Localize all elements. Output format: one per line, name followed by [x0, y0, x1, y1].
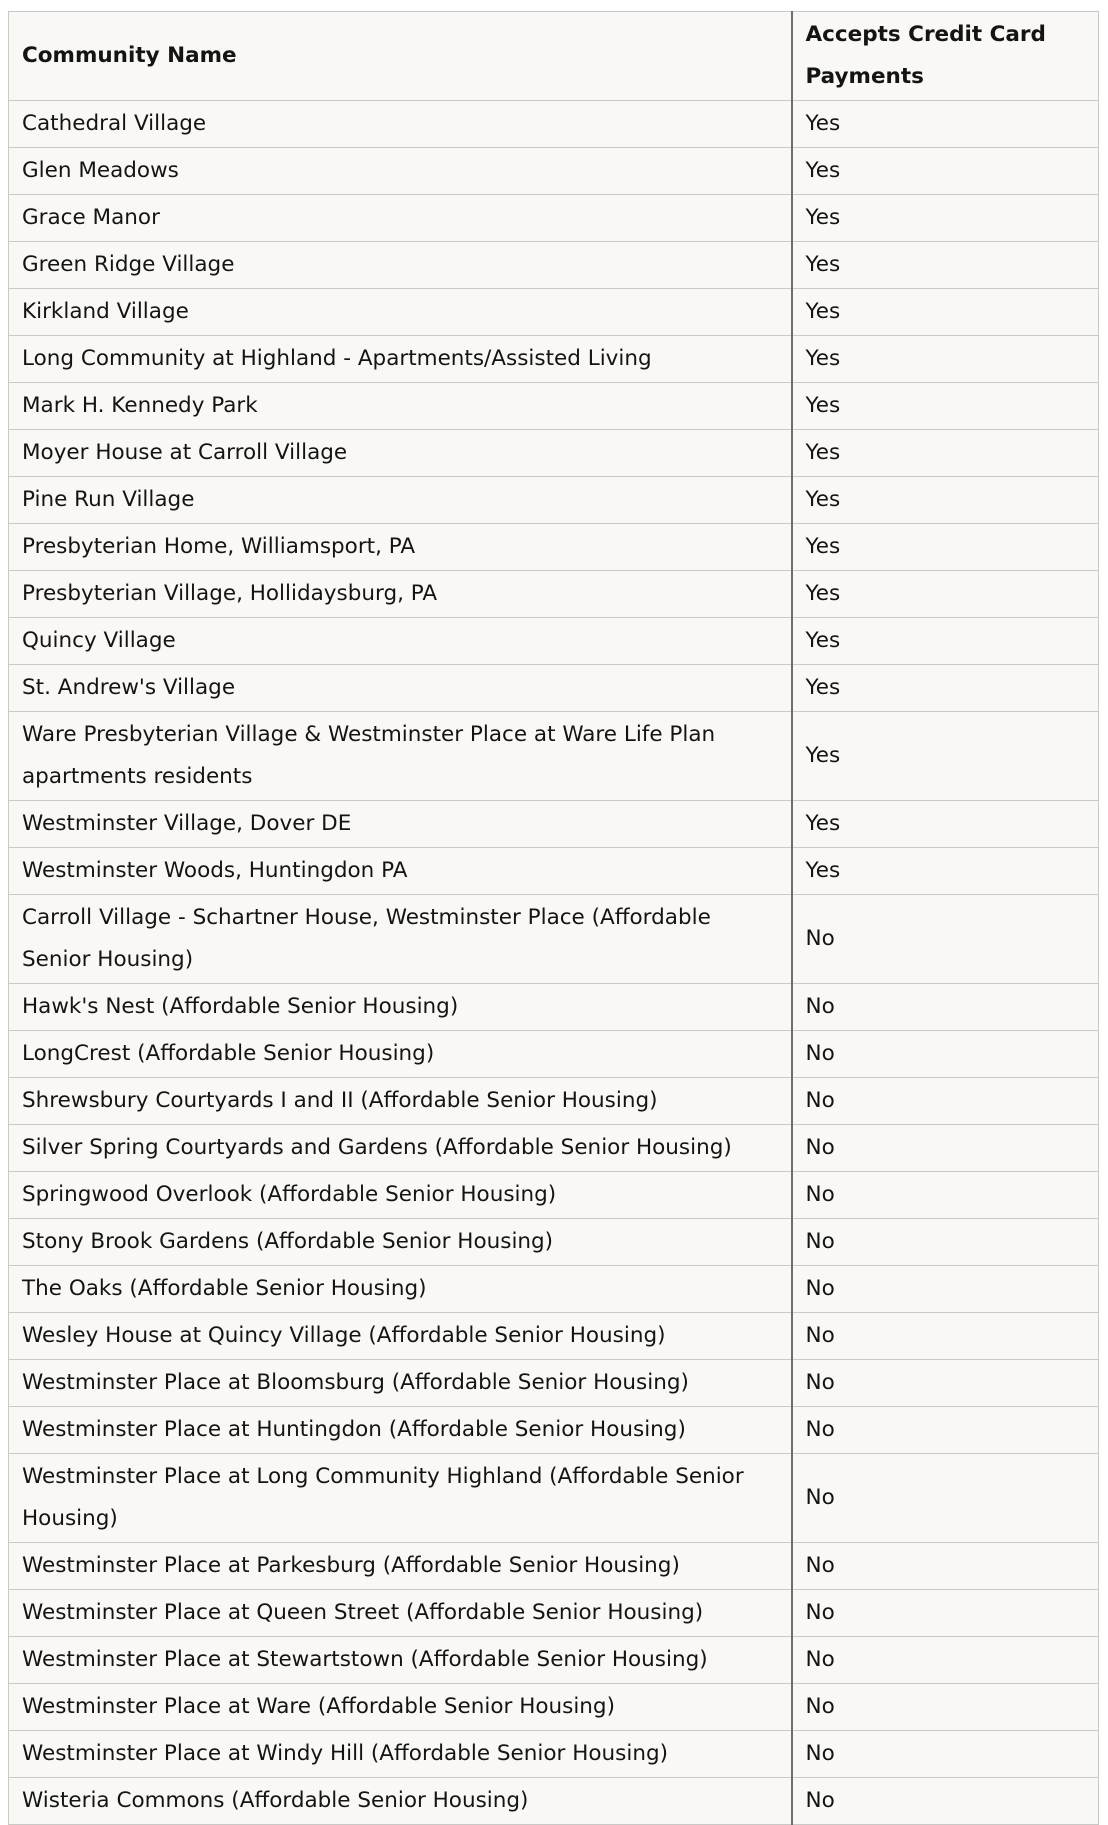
cell-accepts-credit-card: Yes	[792, 148, 1099, 195]
header-accepts-credit-card: Accepts Credit Card Payments	[792, 12, 1099, 101]
cell-accepts-credit-card: No	[792, 1407, 1099, 1454]
community-table-container	[8, 11, 1098, 1825]
table-row	[9, 477, 1099, 524]
cell-community-name: Grace Manor	[9, 195, 792, 242]
cell-accepts-credit-card: Yes	[792, 242, 1099, 289]
table-row	[9, 1454, 1099, 1543]
cell-accepts-credit-card: No	[792, 1313, 1099, 1360]
table-row	[9, 1778, 1099, 1825]
table-row	[9, 101, 1099, 148]
cell-community-name: The Oaks (Affordable Senior Housing)	[9, 1266, 792, 1313]
cell-accepts-credit-card: No	[792, 1778, 1099, 1825]
table-row	[9, 1172, 1099, 1219]
cell-accepts-credit-card: No	[792, 895, 1099, 984]
table-row	[9, 848, 1099, 895]
table-row	[9, 242, 1099, 289]
cell-community-name: Quincy Village	[9, 618, 792, 665]
cell-accepts-credit-card: No	[792, 1454, 1099, 1543]
table-row	[9, 618, 1099, 665]
table-header-row	[9, 12, 1099, 101]
table-row	[9, 1031, 1099, 1078]
cell-community-name: Mark H. Kennedy Park	[9, 383, 792, 430]
cell-accepts-credit-card: Yes	[792, 712, 1099, 801]
cell-accepts-credit-card: No	[792, 1637, 1099, 1684]
table-row	[9, 984, 1099, 1031]
cell-community-name: Presbyterian Village, Hollidaysburg, PA	[9, 571, 792, 618]
cell-community-name: Westminster Place at Stewartstown (Affordable Senior Housing)	[9, 1637, 792, 1684]
cell-accepts-credit-card: No	[792, 1684, 1099, 1731]
table-row	[9, 1590, 1099, 1637]
cell-accepts-credit-card: Yes	[792, 383, 1099, 430]
table-row	[9, 895, 1099, 984]
table-row	[9, 801, 1099, 848]
cell-community-name: Westminster Place at Huntingdon (Affordable Senior Housing)	[9, 1407, 792, 1454]
cell-community-name: Pine Run Village	[9, 477, 792, 524]
cell-community-name: Shrewsbury Courtyards I and II (Affordable Senior Housing)	[9, 1078, 792, 1125]
cell-community-name: Glen Meadows	[9, 148, 792, 195]
cell-accepts-credit-card: No	[792, 1360, 1099, 1407]
cell-accepts-credit-card: Yes	[792, 571, 1099, 618]
table-row	[9, 195, 1099, 242]
cell-community-name: Westminster Place at Windy Hill (Affordable Senior Housing)	[9, 1731, 792, 1778]
cell-community-name: Wesley House at Quincy Village (Affordable Senior Housing)	[9, 1313, 792, 1360]
table-row	[9, 1219, 1099, 1266]
cell-community-name: Westminster Woods, Huntingdon PA	[9, 848, 792, 895]
cell-community-name: Westminster Place at Ware (Affordable Senior Housing)	[9, 1684, 792, 1731]
cell-community-name: Springwood Overlook (Affordable Senior Housing)	[9, 1172, 792, 1219]
cell-community-name: Stony Brook Gardens (Affordable Senior Housing)	[9, 1219, 792, 1266]
cell-accepts-credit-card: Yes	[792, 101, 1099, 148]
cell-accepts-credit-card: No	[792, 1031, 1099, 1078]
cell-accepts-credit-card: No	[792, 1125, 1099, 1172]
table-body	[9, 101, 1099, 1825]
table-row	[9, 712, 1099, 801]
cell-community-name: Cathedral Village	[9, 101, 792, 148]
cell-community-name: Hawk's Nest (Affordable Senior Housing)	[9, 984, 792, 1031]
table-row	[9, 1731, 1099, 1778]
cell-accepts-credit-card: Yes	[792, 848, 1099, 895]
table-row	[9, 383, 1099, 430]
cell-community-name: Moyer House at Carroll Village	[9, 430, 792, 477]
table-row	[9, 1078, 1099, 1125]
cell-community-name: Westminster Place at Long Community Highland (Affordable Senior Housing)	[9, 1454, 792, 1543]
cell-community-name: Green Ridge Village	[9, 242, 792, 289]
cell-accepts-credit-card: No	[792, 1543, 1099, 1590]
cell-community-name: Silver Spring Courtyards and Gardens (Affordable Senior Housing)	[9, 1125, 792, 1172]
header-community-name: Community Name	[9, 12, 792, 101]
table-row	[9, 148, 1099, 195]
cell-community-name: Carroll Village - Schartner House, Westminster Place (Affordable Senior Housing)	[9, 895, 792, 984]
cell-accepts-credit-card: No	[792, 1172, 1099, 1219]
cell-community-name: Ware Presbyterian Village & Westminster Place at Ware Life Plan apartments residents	[9, 712, 792, 801]
cell-accepts-credit-card: No	[792, 1078, 1099, 1125]
cell-community-name: Westminster Village, Dover DE	[9, 801, 792, 848]
cell-community-name: St. Andrew's Village	[9, 665, 792, 712]
table-row	[9, 1684, 1099, 1731]
cell-community-name: Presbyterian Home, Williamsport, PA	[9, 524, 792, 571]
table-row	[9, 524, 1099, 571]
cell-community-name: Wisteria Commons (Affordable Senior Housing)	[9, 1778, 792, 1825]
table-row	[9, 1407, 1099, 1454]
table-row	[9, 1543, 1099, 1590]
cell-accepts-credit-card: Yes	[792, 430, 1099, 477]
cell-accepts-credit-card: Yes	[792, 195, 1099, 242]
table-row	[9, 430, 1099, 477]
table-row	[9, 1266, 1099, 1313]
cell-accepts-credit-card: No	[792, 1266, 1099, 1313]
table-row	[9, 336, 1099, 383]
cell-accepts-credit-card: No	[792, 1219, 1099, 1266]
table-row	[9, 571, 1099, 618]
cell-accepts-credit-card: No	[792, 1590, 1099, 1637]
table-row	[9, 289, 1099, 336]
cell-community-name: Kirkland Village	[9, 289, 792, 336]
cell-accepts-credit-card: Yes	[792, 336, 1099, 383]
table-row	[9, 1125, 1099, 1172]
community-credit-card-table	[8, 11, 1099, 1825]
cell-community-name: Westminster Place at Parkesburg (Affordable Senior Housing)	[9, 1543, 792, 1590]
cell-accepts-credit-card: Yes	[792, 477, 1099, 524]
table-row	[9, 1313, 1099, 1360]
cell-community-name: LongCrest (Affordable Senior Housing)	[9, 1031, 792, 1078]
cell-accepts-credit-card: Yes	[792, 524, 1099, 571]
cell-accepts-credit-card: No	[792, 1731, 1099, 1778]
table-row	[9, 665, 1099, 712]
cell-community-name: Westminster Place at Bloomsburg (Affordable Senior Housing)	[9, 1360, 792, 1407]
cell-accepts-credit-card: Yes	[792, 801, 1099, 848]
table-row	[9, 1360, 1099, 1407]
cell-accepts-credit-card: No	[792, 984, 1099, 1031]
cell-accepts-credit-card: Yes	[792, 618, 1099, 665]
cell-accepts-credit-card: Yes	[792, 665, 1099, 712]
table-row	[9, 1637, 1099, 1684]
cell-community-name: Long Community at Highland - Apartments/Assisted Living	[9, 336, 792, 383]
cell-accepts-credit-card: Yes	[792, 289, 1099, 336]
cell-community-name: Westminster Place at Queen Street (Affordable Senior Housing)	[9, 1590, 792, 1637]
